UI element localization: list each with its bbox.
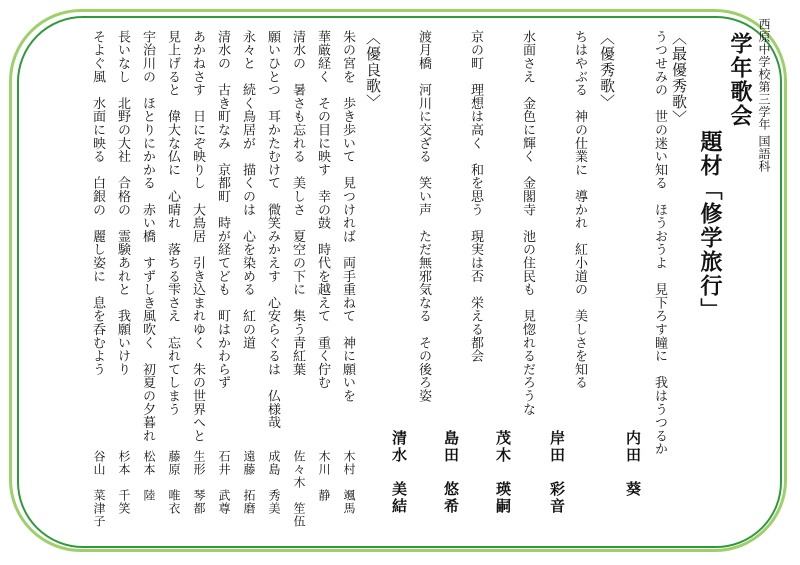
excellent-poem-text: 京の町 理想は高く 和を思う 現実は否 栄える都会 <box>468 30 483 363</box>
section-excellent-heading: 〈優秀歌〉 <box>598 30 616 110</box>
page-title: 学年歌会 <box>727 32 753 128</box>
good-poem-author: 藤原 唯衣 <box>167 450 181 515</box>
excellent-poem-text: 水面さえ 金色に輝く 金閣寺 池の住民も 見惚れるだろうな <box>520 30 535 416</box>
good-poem-text: 願いひとつ 耳かたむけて 微笑みかえす 心安らぐるは 仏様哉 <box>265 30 280 429</box>
excellent-poem-author: 清水 美結 <box>390 430 408 515</box>
section-best-heading: 〈最優秀歌〉 <box>670 30 688 126</box>
good-poem-text: 清水の 古き町なみ 京都町 時が経てども 町はかわらず <box>215 30 230 390</box>
best-poem-text: うつせみの 世の迷い知る ほうおうよ 見下ろす瞳に 我はうつるか <box>652 30 667 456</box>
good-poem-author: 佐々木 笙伍 <box>292 450 306 528</box>
good-poem-author: 遠藤 拓磨 <box>242 450 256 515</box>
good-poem-author: 生形 琴都 <box>192 450 206 515</box>
good-poem-author: 木川 静 <box>317 450 331 502</box>
good-poem-text: そよぐ風 水面に映る 白銀の 麗し姿に 息を呑むよう <box>90 30 105 376</box>
good-poem-author: 木村 颯馬 <box>342 450 356 515</box>
good-poem-text: 宇治川の ほとりにかかる 赤い橋 すずしき風吹く 初夏の夕暮れ <box>140 30 155 443</box>
good-poem-text: 見上げると 偉大な仏に 心晴れ 落ちる雫さえ 忘れてしまう <box>165 30 180 416</box>
good-poem-author: 松本 陸 <box>142 450 156 502</box>
good-poem-author: 谷山 菜津子 <box>92 450 106 528</box>
excellent-poem-text: ちはやぶる 神の仕業に 導かれ 紅小道の 美しさを知る <box>572 30 587 390</box>
good-poem-author: 杉本 千笑 <box>117 450 131 515</box>
excellent-poem-author: 岸田 彩音 <box>548 430 566 515</box>
page-theme: 題材「修学旅行」 <box>697 130 723 322</box>
good-poem-author: 石井 武尊 <box>217 450 231 515</box>
best-poem-author: 内田 葵 <box>624 430 642 498</box>
good-poem-text: 清水の 暑さも忘れる 美しさ 夏空の下に 集う青紅葉 <box>290 30 305 376</box>
excellent-poem-author: 茂木 瑛嗣 <box>494 430 512 515</box>
good-poem-author: 成島 秀美 <box>267 450 281 515</box>
good-poem-text: 永々と 続く鳥居が 描くのは 心を染める 紅の道 <box>240 30 255 350</box>
section-good-heading: 〈優良歌〉 <box>364 30 382 110</box>
good-poem-text: 朱の宮を 歩き歩いて 見つければ 両手重ねて 神に願いを <box>340 30 355 403</box>
good-poem-text: あかねさす 日にぞ映りし 大鳥居 引き込まれゆく 朱の世界へと <box>190 30 205 443</box>
good-poem-text: 華厳経く その目に映す 幸の鼓 時代を越えて 重く佇む <box>315 30 330 390</box>
excellent-poem-author: 島田 悠希 <box>442 430 460 515</box>
good-poem-text: 長いなし 北野の大社 合格の 霊験あれと 我願いけり <box>115 30 130 376</box>
excellent-poem-text: 渡月橋 河川に交ざる 笑い声 ただ無邪気なる その後ろ姿 <box>416 30 431 403</box>
school-name: 西原中学校第三学年 国語科 <box>757 18 771 173</box>
